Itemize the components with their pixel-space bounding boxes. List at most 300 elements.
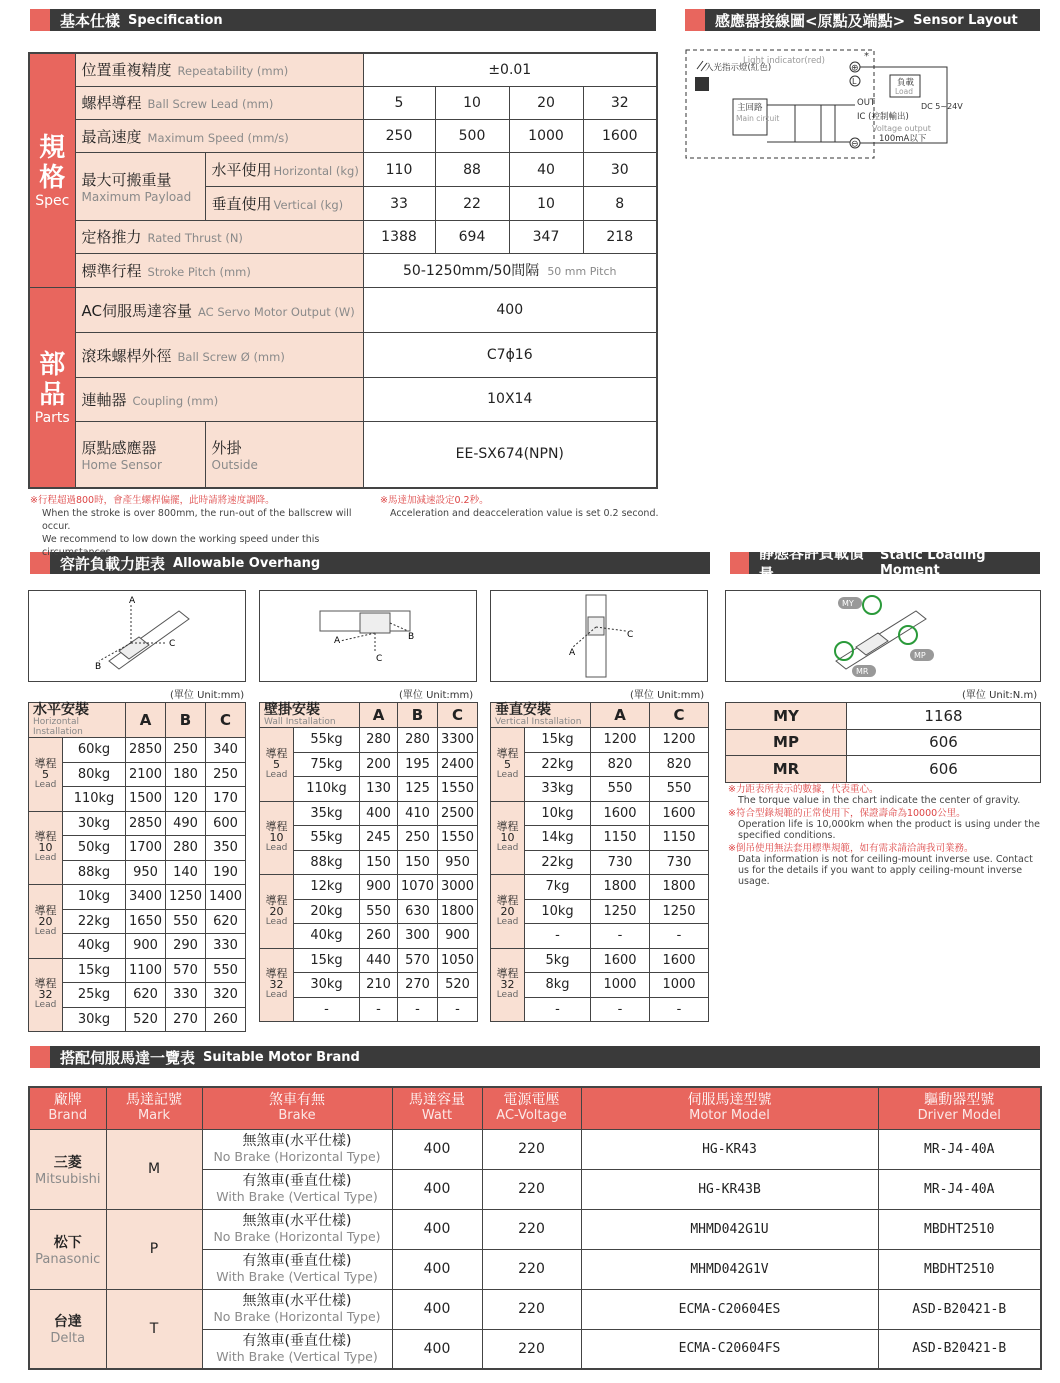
motor-col-header: [482, 1087, 581, 1129]
moment-section-header: [730, 544, 1040, 583]
load-weight-cell: 8kg: [525, 973, 591, 998]
overhang-value-cell: -: [650, 997, 709, 1022]
parts-category: [29, 288, 75, 488]
overhang-value-cell: 250: [398, 826, 438, 851]
spec-header-en: Specification: [128, 12, 223, 28]
brake-en: No Brake (Horizontal Type): [213, 1149, 381, 1164]
load-weight-cell: 15kg: [525, 728, 591, 753]
overhang-value-cell: -: [591, 924, 650, 949]
thrust-value: 1388: [363, 220, 435, 253]
spec-header-zh: 基本仕樣: [60, 11, 121, 30]
overhang-value-cell: 550: [206, 958, 246, 983]
lead-zh: 導程: [265, 746, 288, 760]
load-weight-cell: 80kg: [63, 762, 126, 787]
lead-zh: 導程: [265, 893, 288, 907]
voltage-cell: 220: [482, 1129, 581, 1169]
overhang-value-cell: 195: [398, 752, 438, 777]
col-header-zh: 電源電壓: [503, 1092, 560, 1109]
brake-en: With Brake (Vertical Type): [216, 1348, 378, 1364]
horizontal-diagram: [28, 590, 246, 682]
wall-overhang-table: [259, 702, 478, 1022]
overhang-value-cell: 1500: [126, 787, 166, 812]
lead-en: Lead: [265, 916, 288, 927]
lead-group-label: [29, 811, 63, 885]
payload-vertical-value: 33: [363, 187, 435, 220]
stroke-note: ※行程超過800時，會產生螺桿偏擺，此時請將速度調降。 When the stroke is over 800mm, the run-out of the ballscrew will occur. We recommend to low down the working speed under this circumstances.: [30, 495, 352, 558]
my-arrow-icon: [863, 596, 881, 614]
overhang-header-zh: 容許負載力距表: [60, 554, 166, 573]
overhang-title-en: Vertical Installation: [495, 717, 582, 727]
overhang-value-cell: 1600: [591, 948, 650, 973]
overhang-value-cell: 130: [360, 777, 398, 802]
home-sensor-type: 外掛 Outside: [205, 421, 363, 488]
brake-en: With Brake (Vertical Type): [216, 1269, 378, 1284]
lead-zh: 導程: [34, 756, 57, 770]
label-a: A: [334, 636, 341, 646]
overhang-value-cell: 900: [126, 934, 166, 959]
table-row: [29, 885, 246, 910]
overhang-value-cell: 150: [398, 850, 438, 875]
overhang-value-cell: 410: [398, 801, 438, 826]
dc-label: DC 5~24V: [921, 102, 963, 111]
lead-value: 10: [435, 86, 509, 119]
table-row: [260, 948, 478, 973]
table-row: [491, 801, 709, 826]
horizontal-overhang-table: [28, 702, 246, 1032]
driver-model-cell: MBDHT2510: [878, 1209, 1041, 1249]
brake-cell: [202, 1169, 392, 1209]
lead-label: 螺桿導程 Ball Screw Lead (mm): [75, 86, 363, 119]
load-weight-cell: 110kg: [294, 777, 360, 802]
col-header-zh: 馬達記號: [126, 1092, 182, 1109]
overhang-value-cell: 2850: [126, 811, 166, 836]
overhang-col-header: B: [166, 703, 206, 738]
motor-col-header: [29, 1087, 106, 1129]
overhang-value-cell: 950: [438, 850, 478, 875]
brand-cell: [29, 1209, 106, 1289]
load-weight-cell: -: [294, 997, 360, 1022]
label-b: B: [408, 632, 415, 642]
table-row: [29, 738, 246, 763]
thrust-label: 定格推力 Rated Thrust (N): [75, 220, 363, 253]
overhang-value-cell: 125: [398, 777, 438, 802]
load-weight-cell: 15kg: [63, 958, 126, 983]
mp-label: MP: [914, 651, 926, 660]
unit-label-horizontal: (單位 Unit:mm): [170, 690, 245, 701]
lead-group-label: [29, 885, 63, 959]
speed-value: 1600: [583, 119, 657, 152]
brake-zh: 無煞車(水平仕樣): [242, 1293, 352, 1309]
lead-en: Lead: [265, 843, 288, 854]
overhang-col-header: A: [360, 703, 398, 728]
voltage-cell: 220: [482, 1209, 581, 1249]
sensor-header-zh: 感應器接線圖<原點及端點>: [715, 11, 906, 30]
overhang-value-cell: 520: [126, 1007, 166, 1032]
driver-model-cell: MR-J4-40A: [878, 1129, 1041, 1169]
overhang-value-cell: 3000: [438, 875, 478, 900]
load-weight-cell: 110kg: [63, 787, 126, 812]
overhang-header-en: Allowable Overhang: [173, 555, 321, 571]
lead-value: 20: [509, 86, 583, 119]
load-zh: 負載: [897, 78, 915, 88]
overhang-value-cell: 400: [360, 801, 398, 826]
overhang-value-cell: 1250: [650, 899, 709, 924]
lead-en: Lead: [34, 853, 57, 864]
watt-cell: 400: [392, 1289, 482, 1329]
watt-cell: 400: [392, 1129, 482, 1169]
payload-horizontal-value: 40: [509, 153, 583, 187]
overhang-value-cell: 260: [206, 1007, 246, 1032]
col-header-zh: 煞車有無: [269, 1092, 325, 1109]
table-row: [29, 958, 246, 983]
payload-horizontal-label: 水平使用 Horizontal (kg): [205, 153, 363, 187]
overhang-value-cell: 1550: [438, 826, 478, 851]
label-a: A: [129, 596, 136, 606]
motor-col-header: [878, 1087, 1041, 1129]
overhang-value-cell: 270: [166, 1007, 206, 1032]
load-weight-cell: 10kg: [525, 899, 591, 924]
load-weight-cell: 30kg: [294, 973, 360, 998]
table-row: [29, 1289, 1041, 1329]
indicator-zh-label: 入光指示燈(紅色): [705, 63, 772, 73]
lead-en: Lead: [496, 990, 519, 1001]
col-header-zh: 廠牌: [53, 1092, 82, 1109]
overhang-value-cell: 280: [166, 836, 206, 861]
parts-category-zh: 部品: [39, 349, 66, 410]
lead-en: Lead: [34, 926, 57, 937]
overhang-value-cell: 730: [591, 850, 650, 875]
load-weight-cell: 60kg: [63, 738, 126, 763]
speed-label: 最高速度 Maximum Speed (mm/s): [75, 119, 363, 152]
brake-cell: [202, 1209, 392, 1249]
moment-notes: ※力距表所表示的數據，代表重心。 The torque value in the chart indicate the center of gravity. ※符合型錄規範的正常使用下，保證壽命為10000公里。 Operation life is 10,000km when the product is using under the specified conditions. ※倒吊使用無法套用標準規範，如有需求請洽詢我司業務。 Data information is not for ceiling-mount inverse use. Contact us for the details if you want to apply ceiling-mount inverse usage.: [728, 784, 1040, 887]
overhang-value-cell: 1150: [591, 826, 650, 851]
table-row: [29, 811, 246, 836]
lead-en: Lead: [265, 990, 288, 1001]
load-weight-cell: 5kg: [525, 948, 591, 973]
motor-model-cell: HG-KR43B: [581, 1169, 878, 1209]
overhang-value-cell: -: [438, 997, 478, 1022]
load-weight-cell: 25kg: [63, 983, 126, 1008]
col-header-zh: 伺服馬達型號: [687, 1092, 772, 1109]
overhang-value-cell: 190: [206, 860, 246, 885]
stroke-value: 50-1250mm/50間隔 50 mm Pitch: [363, 253, 657, 287]
lead-value: 20: [500, 904, 515, 918]
lead-zh: 導程: [496, 820, 519, 834]
overhang-value-cell: 280: [360, 728, 398, 753]
lead-zh: 導程: [34, 903, 57, 917]
payload-label: 最大可搬重量 Maximum Payload: [75, 153, 205, 220]
motor-header-en: Suitable Motor Brand: [203, 1049, 360, 1065]
lead-en: Lead: [496, 843, 519, 854]
brand-cell: [29, 1289, 106, 1369]
ball-screw-label: 滾珠螺桿外徑 Ball Screw Ø (mm): [75, 333, 363, 377]
table-row: [29, 1209, 1041, 1249]
motor-model-cell: ECMA-C20604ES: [581, 1289, 878, 1329]
watt-cell: 400: [392, 1209, 482, 1249]
motor-model-cell: ECMA-C20604FS: [581, 1329, 878, 1369]
vertical-overhang-table: [490, 702, 709, 1022]
load-weight-cell: 40kg: [294, 924, 360, 949]
motor-brand-table: [28, 1086, 1042, 1370]
load-weight-cell: 22kg: [525, 850, 591, 875]
moment-header-zh: 靜態容許負載慣量: [758, 544, 864, 583]
overhang-value-cell: 1250: [166, 885, 206, 910]
load-weight-cell: 22kg: [525, 752, 591, 777]
brake-en: No Brake (Horizontal Type): [213, 1229, 381, 1244]
overhang-value-cell: 820: [650, 752, 709, 777]
brand-zh: 台達: [53, 1314, 82, 1331]
brand-en: Delta: [50, 1331, 86, 1347]
payload-vertical-value: 10: [509, 187, 583, 220]
lead-value: 10: [38, 841, 53, 855]
speed-value: 1000: [509, 119, 583, 152]
mark-cell: M: [106, 1129, 202, 1209]
overhang-value-cell: 180: [166, 762, 206, 787]
slider-block: [360, 613, 390, 633]
lead-value: 5: [504, 757, 511, 771]
load-weight-cell: 33kg: [525, 777, 591, 802]
overhang-value-cell: 140: [166, 860, 206, 885]
load-weight-cell: 10kg: [525, 801, 591, 826]
overhang-value-cell: 1600: [591, 801, 650, 826]
overhang-value-cell: 1250: [591, 899, 650, 924]
brand-zh: 松下: [53, 1234, 82, 1251]
lead-value: 5: [42, 767, 49, 781]
table-row: [260, 801, 478, 826]
lead-en: Lead: [496, 769, 519, 780]
spec-section-header: [30, 9, 656, 31]
lead-zh: 導程: [265, 967, 288, 981]
home-sensor-label: 原點感應器 Home Sensor: [75, 421, 205, 488]
col-header-en: Mark: [137, 1108, 171, 1124]
overhang-value-cell: 245: [360, 826, 398, 851]
load-weight-cell: 88kg: [294, 850, 360, 875]
load-weight-cell: -: [525, 924, 591, 949]
thrust-value: 694: [435, 220, 509, 253]
lead-value: 32: [500, 978, 515, 992]
voltage-cell: 220: [482, 1249, 581, 1289]
driver-model-cell: MR-J4-40A: [878, 1169, 1041, 1209]
watt-cell: 400: [392, 1329, 482, 1369]
col-header-en: Motor Model: [689, 1108, 770, 1124]
lead-group-label: [260, 875, 294, 949]
axis-a: [340, 633, 375, 641]
moment-header-en: Static Loading Moment: [879, 548, 986, 578]
vertical-overhang-title: [491, 703, 591, 728]
motor-model-cell: MHMD042G1U: [581, 1209, 878, 1249]
overhang-value-cell: 620: [206, 909, 246, 934]
col-header-en: Brand: [48, 1108, 88, 1124]
watt-cell: 400: [392, 1249, 482, 1289]
overhang-value-cell: 1600: [650, 948, 709, 973]
voltage-cell: 220: [482, 1289, 581, 1329]
wall-diagram: [259, 590, 477, 682]
overhang-value-cell: 300: [398, 924, 438, 949]
overhang-value-cell: 350: [206, 836, 246, 861]
lead-group-label: [260, 728, 294, 802]
brake-zh: 無煞車(水平仕樣): [242, 1213, 352, 1229]
brake-zh: 有煞車(垂直仕樣): [242, 1332, 352, 1349]
overhang-value-cell: 260: [360, 924, 398, 949]
overhang-value-cell: 1800: [438, 899, 478, 924]
lead-value: 20: [38, 914, 53, 928]
speed-value: 250: [363, 119, 435, 152]
lead-group-label: [491, 728, 525, 802]
overhang-value-cell: 1000: [591, 973, 650, 998]
voltage-cell: 220: [482, 1329, 581, 1369]
brand-cell: [29, 1129, 106, 1209]
overhang-value-cell: 1800: [650, 875, 709, 900]
col-header-zh: 馬達容量: [409, 1092, 465, 1109]
payload-vertical-value: 8: [583, 187, 657, 220]
out-label: OUT: [857, 98, 876, 108]
lead-en: Lead: [34, 779, 57, 790]
brake-en: No Brake (Horizontal Type): [213, 1309, 381, 1324]
spec-category: [29, 53, 75, 288]
my-label: MY: [842, 599, 854, 608]
overhang-value-cell: 120: [166, 787, 206, 812]
coupling-value: 10X14: [363, 377, 657, 421]
overhang-value-cell: 730: [650, 850, 709, 875]
ball-screw-value: C7ϕ16: [363, 333, 657, 377]
label-a: A: [569, 648, 576, 658]
overhang-value-cell: -: [591, 997, 650, 1022]
overhang-value-cell: 280: [398, 728, 438, 753]
overhang-value-cell: 2400: [438, 752, 478, 777]
overhang-value-cell: 330: [166, 983, 206, 1008]
lead-value: 32: [583, 86, 657, 119]
load-weight-cell: 35kg: [294, 801, 360, 826]
overhang-value-cell: 340: [206, 738, 246, 763]
overhang-value-cell: 620: [126, 983, 166, 1008]
slider-block: [588, 617, 604, 635]
table-row: [491, 728, 709, 753]
overhang-value-cell: 2850: [126, 738, 166, 763]
load-weight-cell: 22kg: [63, 909, 126, 934]
lead-value: 20: [269, 904, 284, 918]
payload-vertical-label: 垂直使用 Vertical (kg): [205, 187, 363, 220]
overhang-value-cell: 150: [360, 850, 398, 875]
l-symbol: L: [852, 77, 857, 86]
moment-value: 1168: [847, 703, 1041, 730]
overhang-value-cell: 520: [438, 973, 478, 998]
overhang-value-cell: -: [398, 997, 438, 1022]
col-header-en: Driver Model: [917, 1108, 1001, 1124]
overhang-value-cell: 290: [166, 934, 206, 959]
overhang-value-cell: 1200: [591, 728, 650, 753]
payload-horizontal-value: 110: [363, 153, 435, 187]
motor-col-header: [202, 1087, 392, 1129]
overhang-value-cell: 1150: [650, 826, 709, 851]
moment-value: 606: [847, 756, 1041, 783]
load-en: Load: [895, 87, 913, 96]
repeatability-value: ±0.01: [363, 53, 657, 86]
thrust-value: 218: [583, 220, 657, 253]
mark-cell: T: [106, 1289, 202, 1369]
lead-zh: 導程: [496, 746, 519, 760]
col-header-en: AC-Voltage: [496, 1108, 567, 1124]
driver-model-cell: ASD-B20421-B: [878, 1289, 1041, 1329]
thrust-value: 347: [509, 220, 583, 253]
moment-value: 606: [847, 729, 1041, 756]
sensor-header-en: Sensor Layout: [913, 12, 1018, 28]
overhang-col-header: A: [591, 703, 650, 728]
overhang-title-zh: 垂直安裝: [495, 702, 551, 718]
brake-cell: [202, 1129, 392, 1169]
lead-zh: 導程: [265, 820, 288, 834]
main-circuit-en: Main circuit: [736, 114, 780, 123]
overhang-value-cell: 1200: [650, 728, 709, 753]
unit-label-wall: (單位 Unit:mm): [399, 690, 474, 701]
rail-body: [109, 611, 189, 669]
load-weight-cell: 15kg: [294, 948, 360, 973]
col-header-en: Brake: [278, 1108, 316, 1124]
overhang-value-cell: 1550: [438, 777, 478, 802]
moment-key: MY: [726, 703, 847, 730]
motor-output-label: AC伺服馬達容量 AC Servo Motor Output (W): [75, 288, 363, 333]
overhang-value-cell: 1050: [438, 948, 478, 973]
table-row: [29, 1129, 1041, 1169]
moment-key: MP: [726, 729, 847, 756]
overhang-col-header: A: [126, 703, 166, 738]
overhang-value-cell: -: [360, 997, 398, 1022]
overhang-value-cell: 1400: [206, 885, 246, 910]
load-weight-cell: 12kg: [294, 875, 360, 900]
load-weight-cell: -: [525, 997, 591, 1022]
overhang-value-cell: 1600: [650, 801, 709, 826]
overhang-value-cell: 570: [398, 948, 438, 973]
led-icon: [695, 77, 709, 91]
load-weight-cell: 50kg: [63, 836, 126, 861]
light-indicator-label: Light indicator(red): [743, 56, 825, 66]
driver-model-cell: ASD-B20421-B: [878, 1329, 1041, 1369]
lead-group-label: [491, 948, 525, 1022]
lead-value: 10: [269, 831, 284, 845]
lead-en: Lead: [496, 916, 519, 927]
load-weight-cell: 88kg: [63, 860, 126, 885]
spec-category-zh: 規格: [39, 132, 66, 193]
load-weight-cell: 14kg: [525, 826, 591, 851]
lead-value: 5: [363, 86, 435, 119]
overhang-value-cell: 440: [360, 948, 398, 973]
overhang-col-header: C: [206, 703, 246, 738]
motor-model-cell: HG-KR43: [581, 1129, 878, 1169]
table-row: [491, 948, 709, 973]
load-weight-cell: 55kg: [294, 728, 360, 753]
brake-zh: 有煞車(垂直仕樣): [242, 1173, 352, 1189]
payload-vertical-value: 22: [435, 187, 509, 220]
motor-header-zh: 搭配伺服馬達一覽表: [60, 1048, 196, 1067]
load-weight-cell: 30kg: [63, 1007, 126, 1032]
overhang-value-cell: 900: [438, 924, 478, 949]
ic-label: IC (控制輸出): [857, 112, 909, 122]
motor-model-cell: MHMD042G1V: [581, 1249, 878, 1289]
overhang-value-cell: 1000: [650, 973, 709, 998]
asterisk: *: [864, 51, 869, 62]
parts-category-en: Parts: [34, 409, 70, 426]
motor-col-header: [106, 1087, 202, 1129]
lead-group-label: [29, 958, 63, 1032]
watt-cell: 400: [392, 1169, 482, 1209]
overhang-value-cell: 320: [206, 983, 246, 1008]
overhang-value-cell: 550: [591, 777, 650, 802]
home-sensor-value: EE-SX674(NPN): [363, 421, 657, 488]
overhang-value-cell: 200: [360, 752, 398, 777]
brand-en: Panasonic: [35, 1251, 101, 1267]
overhang-value-cell: 2100: [126, 762, 166, 787]
lead-group-label: [260, 801, 294, 875]
